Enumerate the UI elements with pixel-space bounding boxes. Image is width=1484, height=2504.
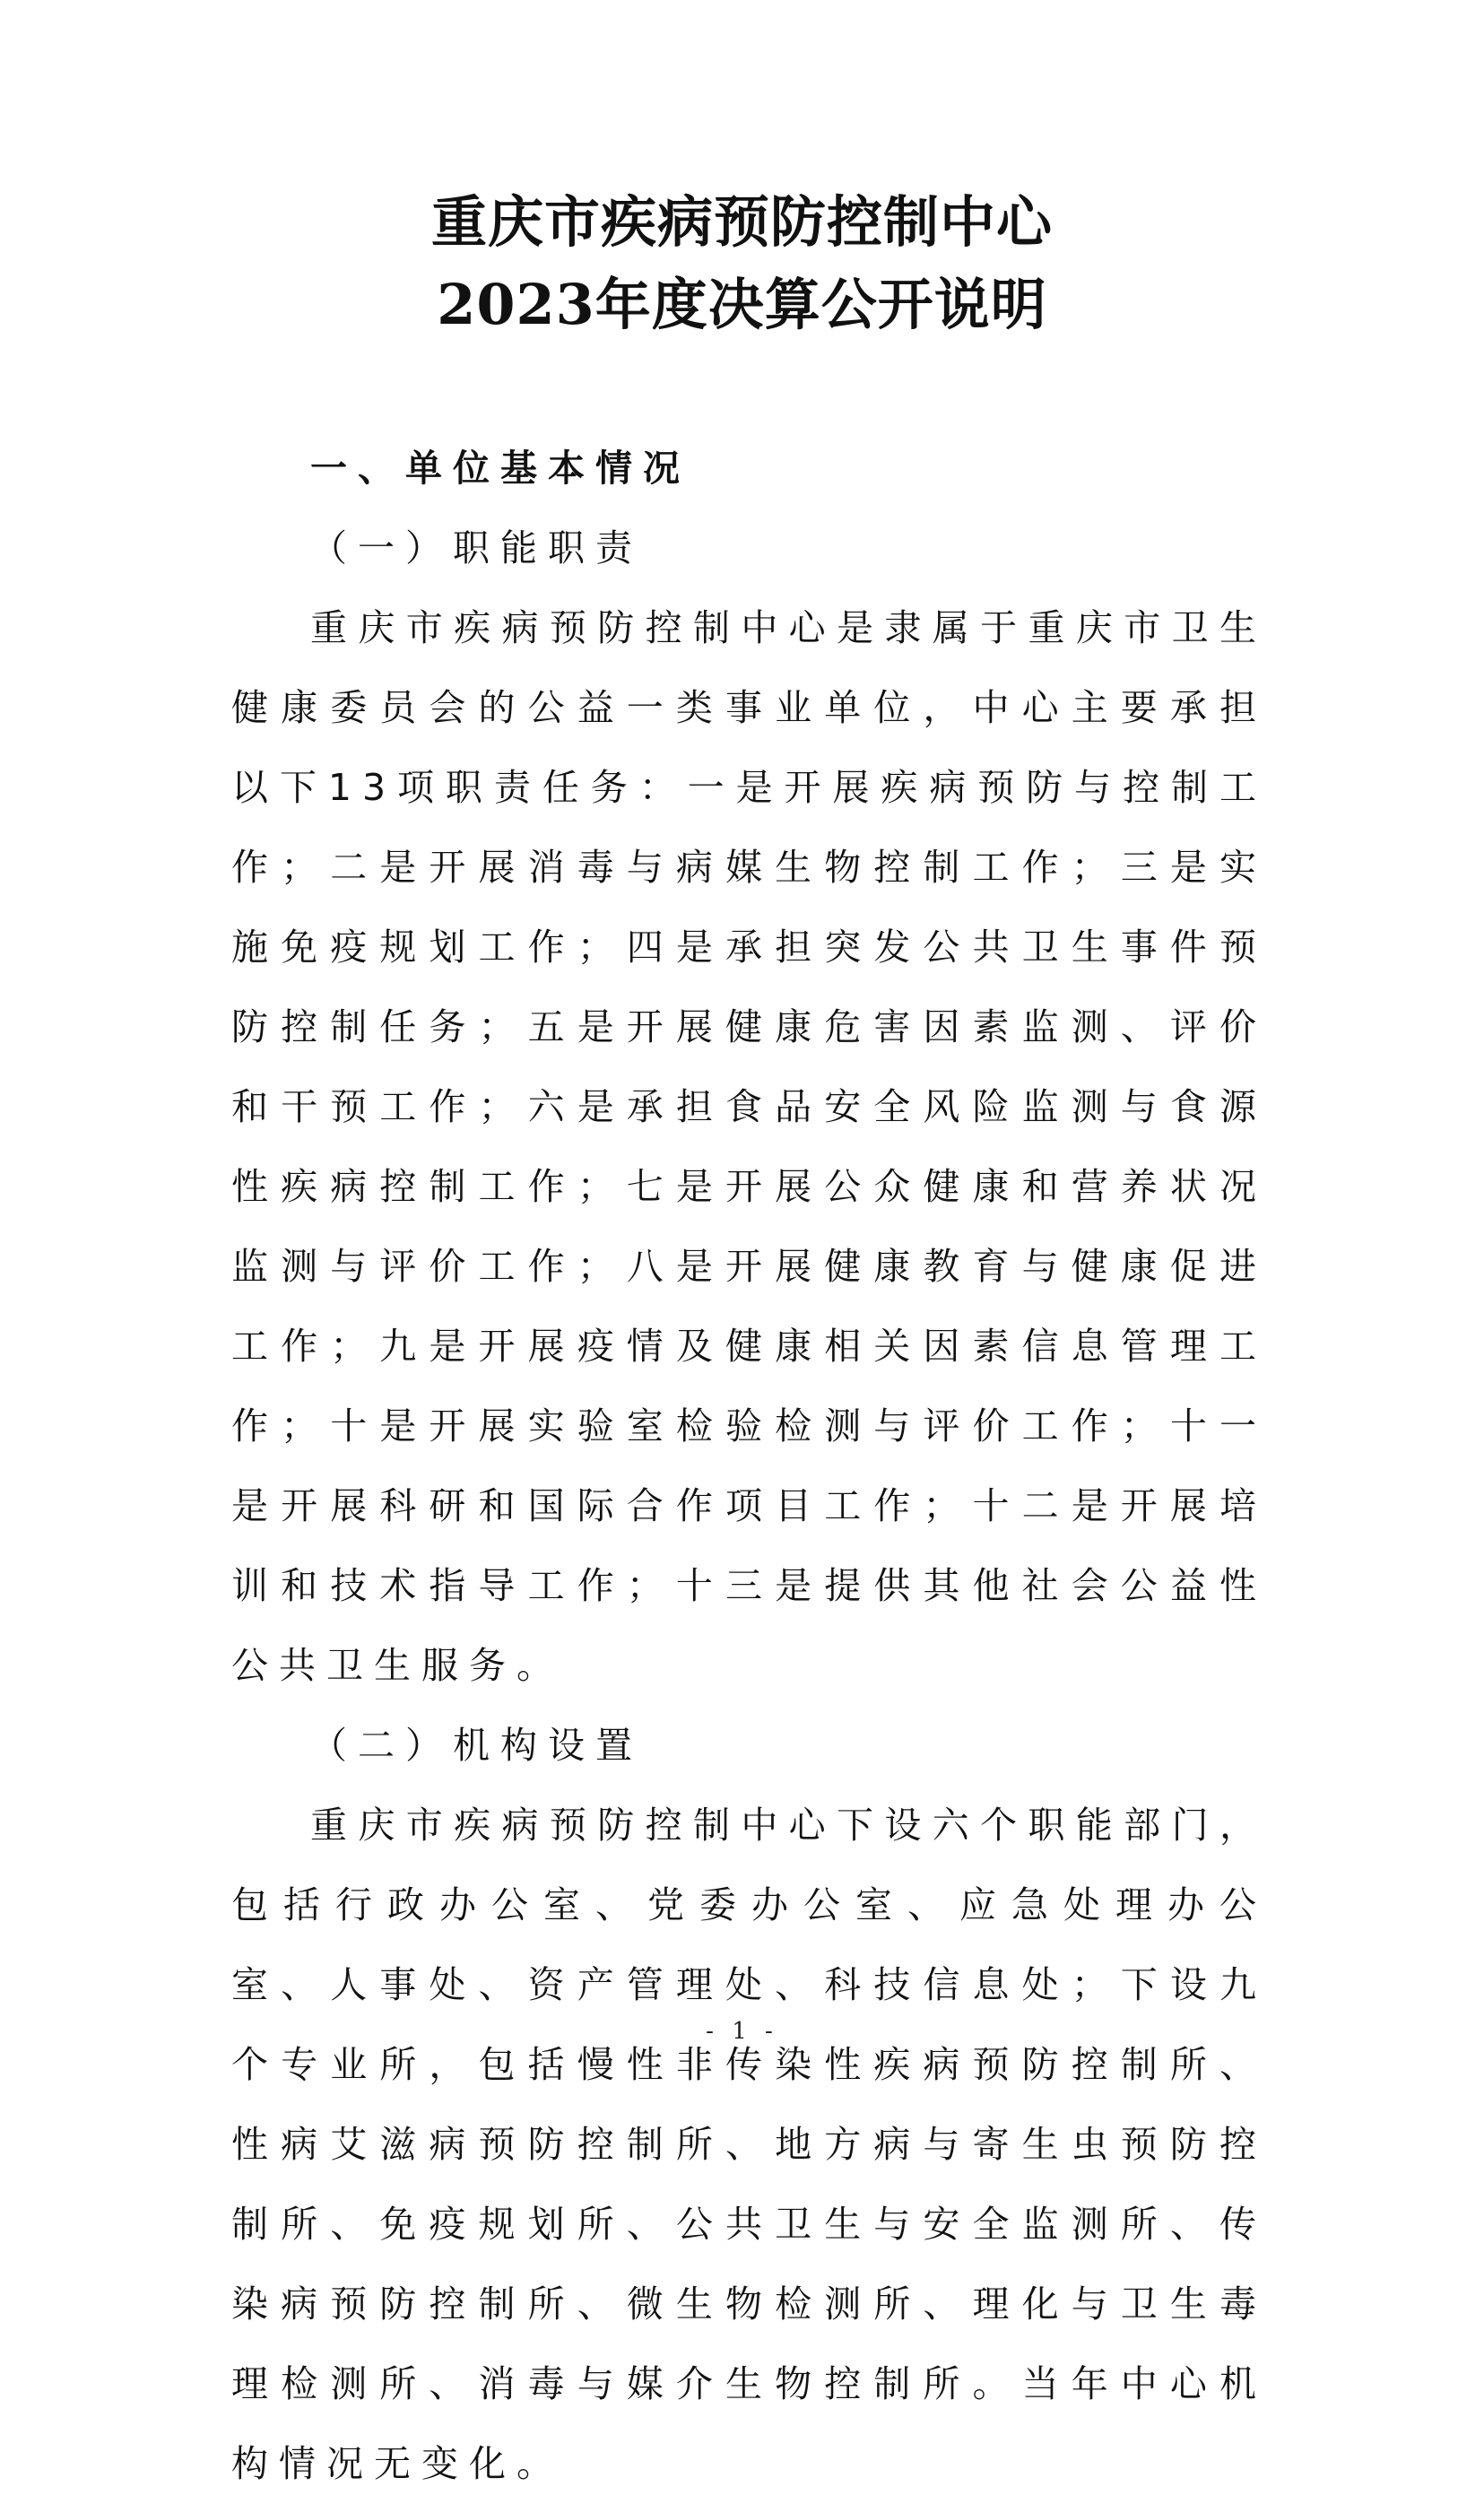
document-title xyxy=(0,181,1484,346)
page-number: - 1 - xyxy=(706,2018,778,2045)
title-line-2: 2023年度决算公开说明 xyxy=(437,272,1047,337)
title-line-1: 重庆市疾病预防控制中心 xyxy=(430,189,1053,255)
section-heading-basic-info: 一、单位基本情况 xyxy=(310,447,690,490)
paragraph-duties: 重庆市疾病预防控制中心是隶属于重庆市卫生健康委员会的公益一类事业单位，中心主要承担以下13项职责任务：一是开展疾病预防与控制工作；二是开展消毒与病媒生物控制工作；三是实施免疫规划工作；四是承担突发公共卫生事件预防控制任务；五是开展健康危害因素监测、评价和干预工作；六是承担食品安全风险监测与食源性疾病控制工作；七是开展公众健康和营养状况监测与评价工作；八是开展健康教育与健康促进工作；九是开展疫情及健康相关因素信息管理工作；十是开展实验室检验检测与评价工作；十一是开展科研和国际合作项目工作；十二是开展培训和技术指导工作；十三是提供其他社会公益性公共卫生服务。 xyxy=(231,606,1267,1687)
subsection-heading-duties: （一）职能职责 xyxy=(310,526,643,569)
subsection-heading-organization: （二）机构设置 xyxy=(310,1724,643,1767)
paragraph-organization: 重庆市疾病预防控制中心下设六个职能部门，包括行政办公室、党委办公室、应急处理办公室、人事处、资产管理处、科技信息处；下设九个专业所，包括慢性非传染性疾病预防控制所、性病艾滋病预防控制所、地方病与寄生虫预防控制所、免疫规划所、公共卫生与安全监测所、传染病预防控制所、微生物检测所、理化与卫生毒理检测所、消毒与媒介生物控制所。当年中心机构情况无变化。 xyxy=(231,1804,1267,2485)
document-body xyxy=(231,429,1267,2504)
